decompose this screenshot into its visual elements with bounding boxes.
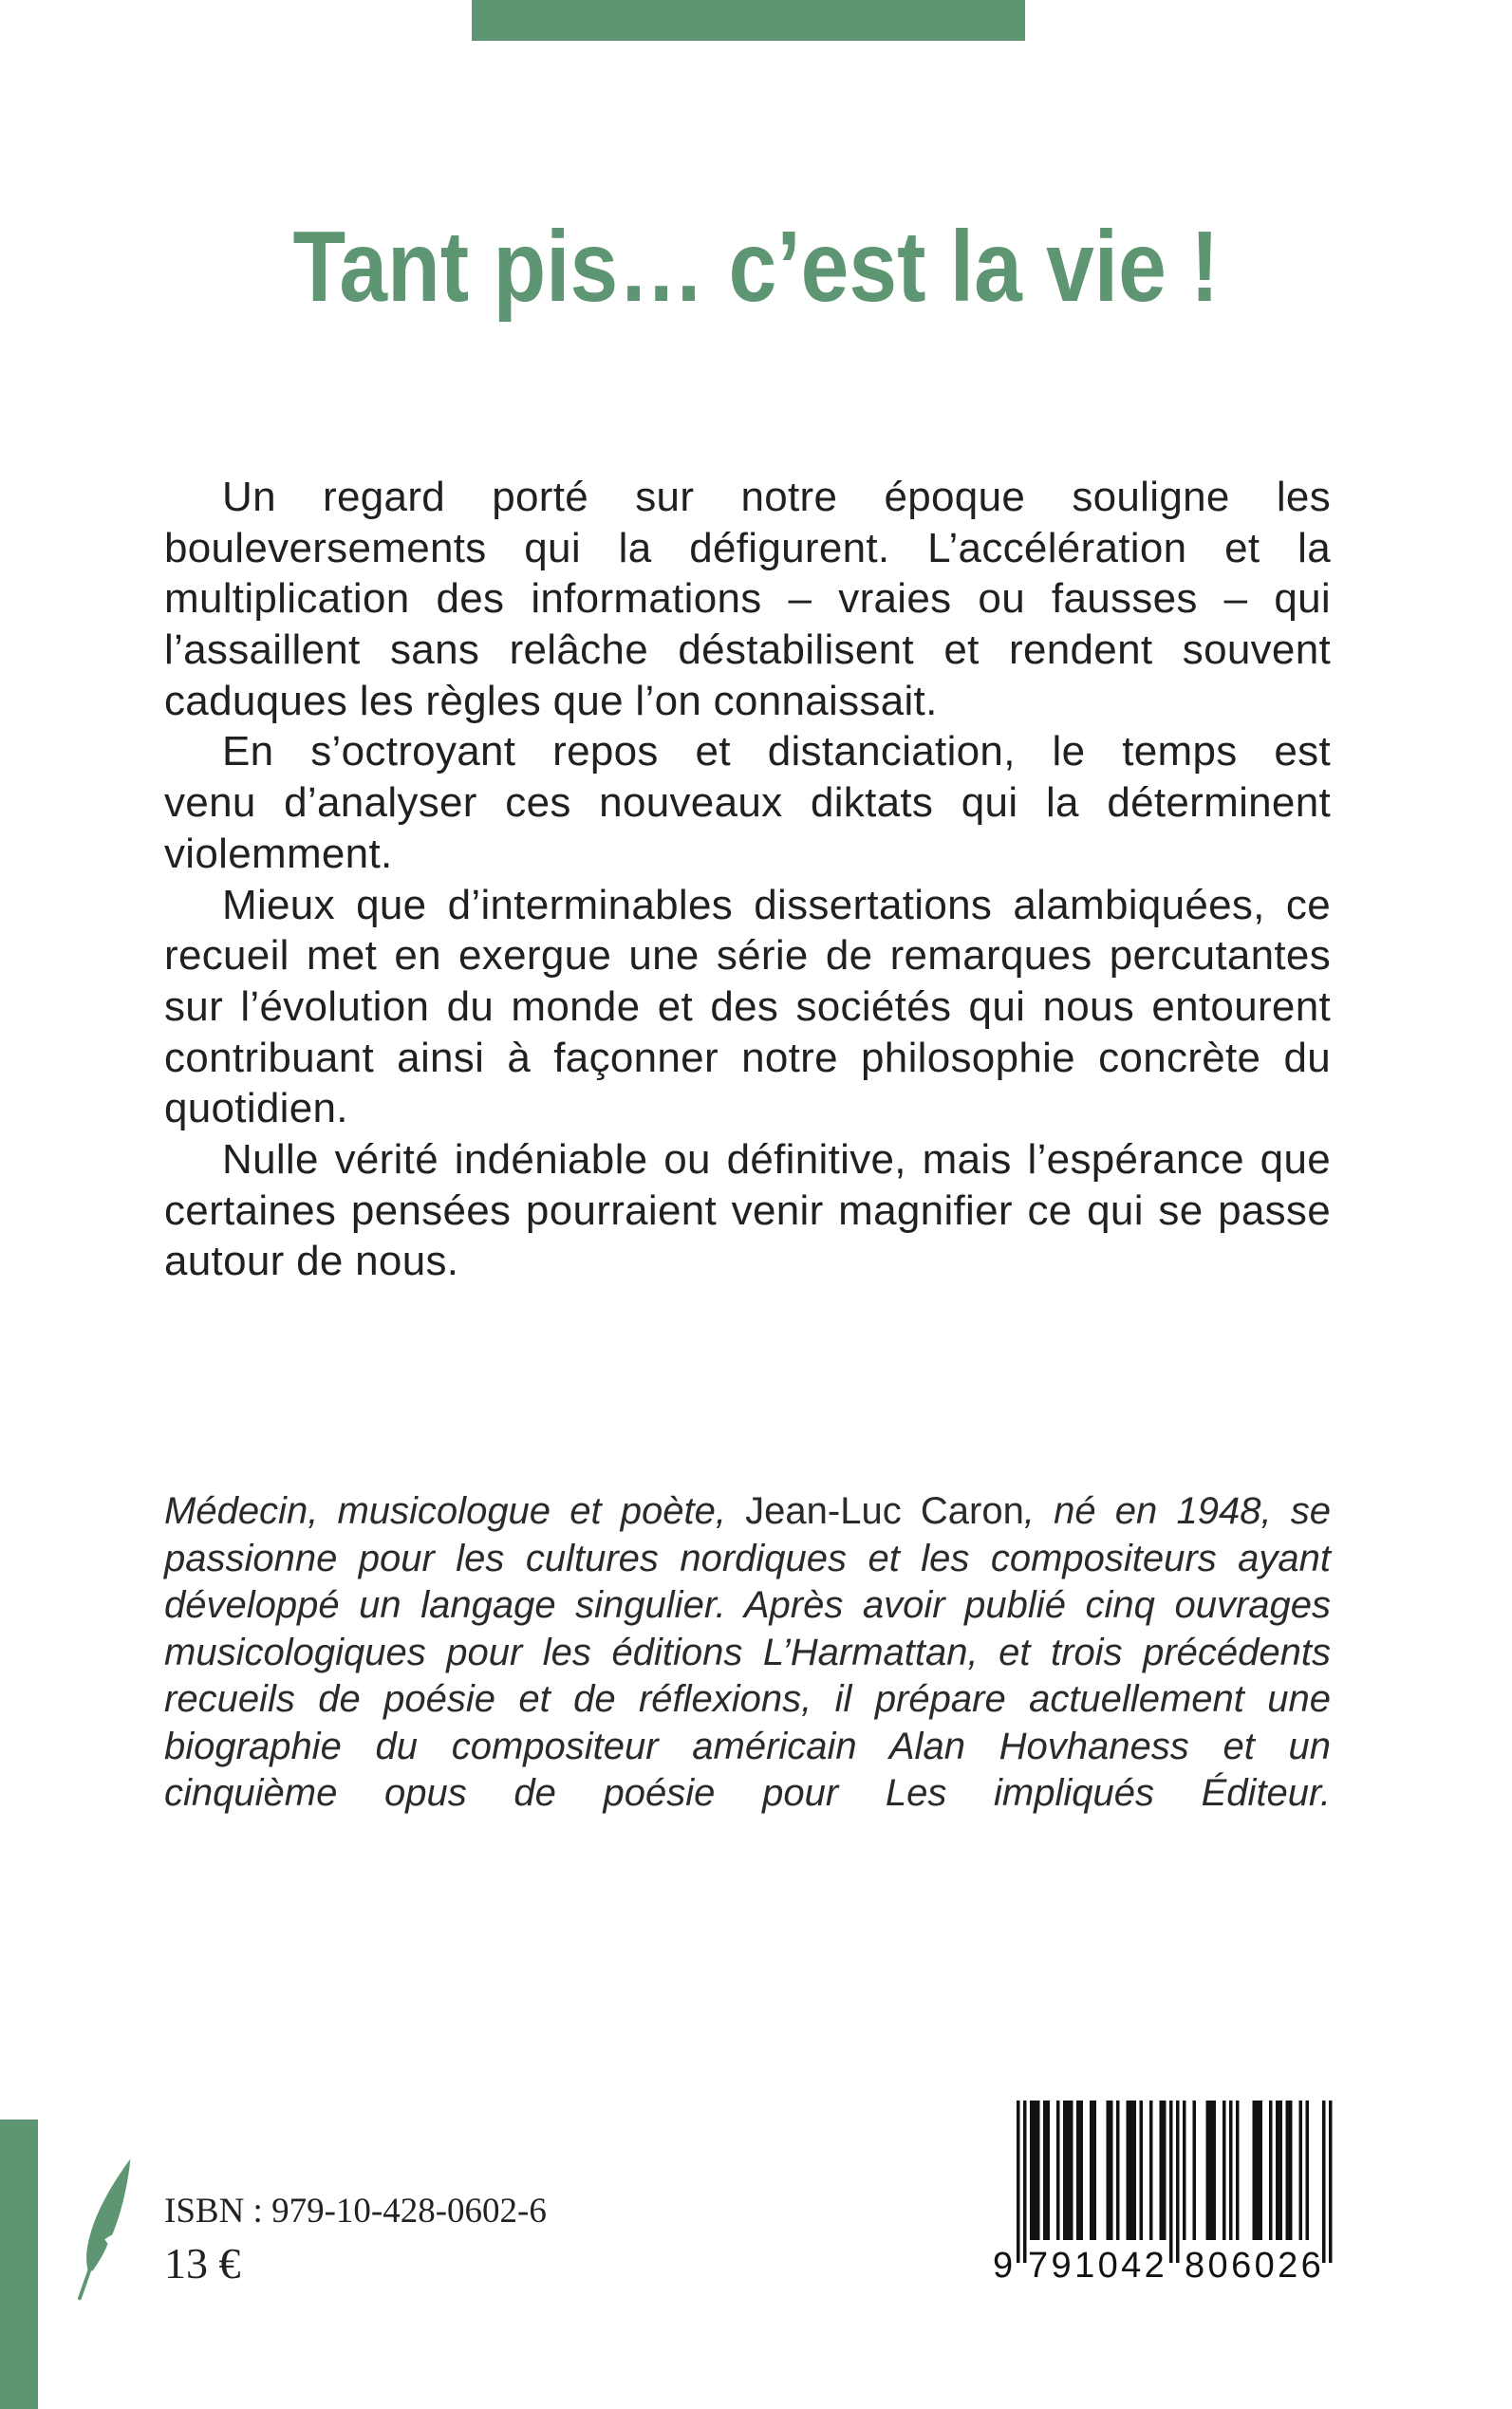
text-line: caduques les règles que l’on connaissait. [164, 677, 938, 724]
barcode-left-digits: 791042 [1028, 2246, 1168, 2286]
barcode-bar [1160, 2101, 1167, 2240]
text-line: bouleversements qui la défigurent. L’accélération et la [164, 524, 1331, 571]
barcode-bar [1116, 2101, 1120, 2240]
isbn-text: ISBN : 979-10-428-0602-6 [164, 2192, 547, 2231]
barcode-first-digit: 9 [993, 2246, 1014, 2286]
text-line [164, 1488, 1331, 1536]
bio-lead: Médecin, musicologue et poète, [164, 1490, 746, 1532]
text-line: développé un langage singulier. Après avoir publié cinq ouvrages [164, 1584, 1331, 1626]
description-paragraph [164, 880, 1331, 1134]
text-line: contribuant ainsi à façonner notre philosophie concrète du [164, 1034, 1331, 1081]
text-line: En s’octroyant repos et distanciation, le temps est [222, 728, 1331, 775]
text-line: passionne pour les cultures nordiques et les compositeurs ayant [164, 1537, 1331, 1579]
barcode-bar [1183, 2101, 1186, 2240]
barcode-bar [1223, 2101, 1226, 2240]
ean-barcode [987, 2088, 1348, 2288]
barcode-bar [1107, 2101, 1113, 2240]
book-description [164, 472, 1331, 1287]
top-accent-bar [472, 0, 1025, 41]
barcode-bar [1140, 2101, 1144, 2240]
barcode-bar [1306, 2101, 1310, 2240]
barcode-bar [1056, 2101, 1060, 2240]
text-line: certaines pensées pourraient venir magnifier ce qui se passe [164, 1186, 1331, 1234]
author-bio [164, 1488, 1331, 1818]
barcode-guard-bar [1017, 2101, 1020, 2263]
text-line: violemment. [164, 830, 393, 877]
text-line: sur l’évolution du monde et des sociétés qui nous entourent [164, 982, 1331, 1030]
description-paragraph [164, 472, 1331, 726]
barcode-bar [1193, 2101, 1197, 2240]
barcode-bar [1090, 2101, 1096, 2240]
text-line: recueils de poésie et de réflexions, il prépare actuellement une [164, 1678, 1331, 1720]
text-line: Un regard porté sur notre époque souligne les [222, 474, 1331, 520]
text-line: l’assaillent sans relâche déstabilisent et rendent souvent [164, 626, 1331, 674]
barcode-bar [1063, 2101, 1073, 2240]
text-line: venu d’analyser ces nouveaux diktats qui la déterminent [164, 779, 1331, 827]
text-line: cinquième opus de poésie pour Les impliqués Éditeur. [164, 1772, 1331, 1814]
barcode-bar [1030, 2101, 1040, 2240]
barcode-guard-bar [1169, 2101, 1173, 2263]
barcode-bar [1076, 2101, 1083, 2240]
barcode-guard-bar [1023, 2101, 1027, 2263]
barcode-guard-bar [1322, 2101, 1326, 2263]
price-text: 13 € [164, 2239, 241, 2288]
barcode-bar [1276, 2101, 1282, 2240]
barcode-bar [1043, 2101, 1050, 2240]
text-line: Mieux que d’interminables dissertations alambiquées, ce [222, 881, 1331, 928]
barcode-bar [1149, 2101, 1153, 2240]
barcode-bar [1299, 2101, 1303, 2240]
barcode-bar [1269, 2101, 1273, 2240]
text-line: recueil met en exergue une série de remarques percutantes [164, 932, 1331, 980]
description-paragraph [164, 1134, 1331, 1287]
barcode-bar [1206, 2101, 1217, 2240]
text-line: multiplication des informations – vraies ou fausses – qui [164, 575, 1331, 623]
description-paragraph [164, 726, 1331, 879]
barcode-bar [1253, 2101, 1263, 2240]
text-line: biographie du compositeur américain Alan Hovhaness et un [164, 1725, 1331, 1767]
text-line: quotidien. [164, 1085, 348, 1132]
bio-lead-after: , né en 1948, se [1023, 1490, 1331, 1532]
author-name: Jean-Luc Caron [745, 1490, 1024, 1532]
barcode-bar [1286, 2101, 1293, 2240]
barcode-guard-bar [1176, 2101, 1180, 2263]
barcode-bar [1236, 2101, 1240, 2240]
text-line: Nulle vérité indéniable ou définitive, mais l’espérance que [222, 1135, 1331, 1183]
barcode-guard-bar [1329, 2101, 1333, 2263]
feather-icon [76, 2158, 132, 2302]
text-line: musicologiques pour les éditions L’Harmattan, et trois précédents [164, 1631, 1331, 1673]
barcode-right-digits: 806026 [1185, 2246, 1325, 2286]
barcode-bar [1127, 2101, 1137, 2240]
barcode-bars [1017, 2101, 1333, 2264]
book-title: Tant pis… c’est la vie ! [292, 211, 1220, 323]
side-accent-bar [0, 2120, 38, 2409]
barcode-bar [1229, 2101, 1233, 2240]
text-line: autour de nous. [164, 1238, 459, 1285]
